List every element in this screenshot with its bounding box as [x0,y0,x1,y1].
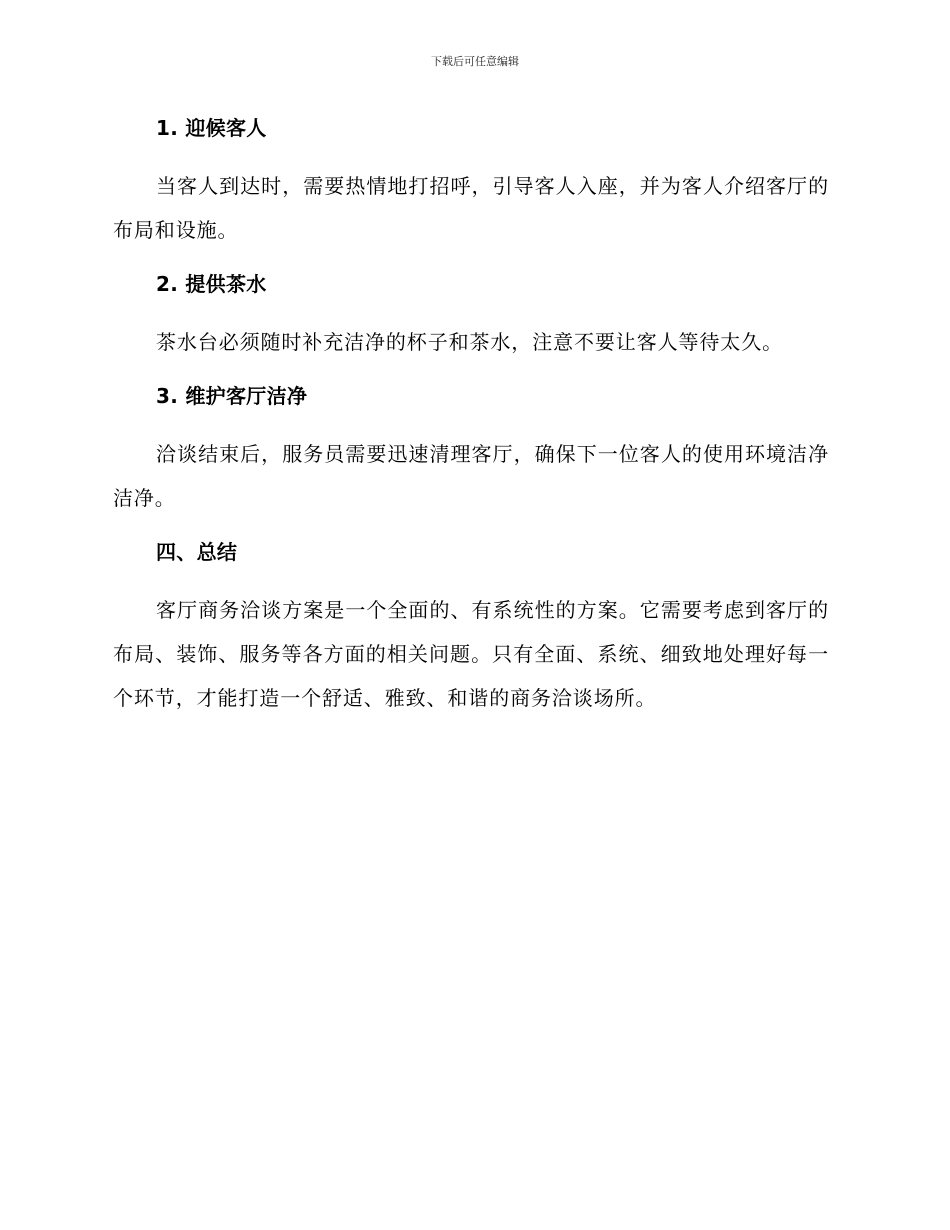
section-heading-keep-clean: 3. 维护客厅洁净 [156,384,308,408]
section-paragraph-greet-guests: 当客人到达时，需要热情地打招呼，引导客人入座，并为客人介绍客厅的布局和设施。 [113,174,829,242]
section-paragraph-keep-clean: 洽谈结束后，服务员需要迅速清理客厅，确保下一位客人的使用环境洁净洁净。 [113,442,829,510]
section-paragraph-serve-tea: 茶水台必须随时补充洁净的杯子和茶水，注意不要让客人等待太久。 [156,330,783,354]
section-heading-summary: 四、总结 [156,540,238,564]
section-paragraph-summary: 客厅商务洽谈方案是一个全面的、有系统性的方案。它需要考虑到客厅的布局、装饰、服务等各方面的相关问题。只有全面、系统、细致地处理好每一个环节，才能打造一个舒适、雅致、和谐的商务洽谈场所。 [113,598,829,710]
document-body [113,112,829,720]
page-header-note: 下载后可任意编辑 [431,55,519,68]
section-heading-greet-guests: 1. 迎候客人 [156,116,267,140]
section-heading-serve-tea: 2. 提供茶水 [156,272,267,296]
